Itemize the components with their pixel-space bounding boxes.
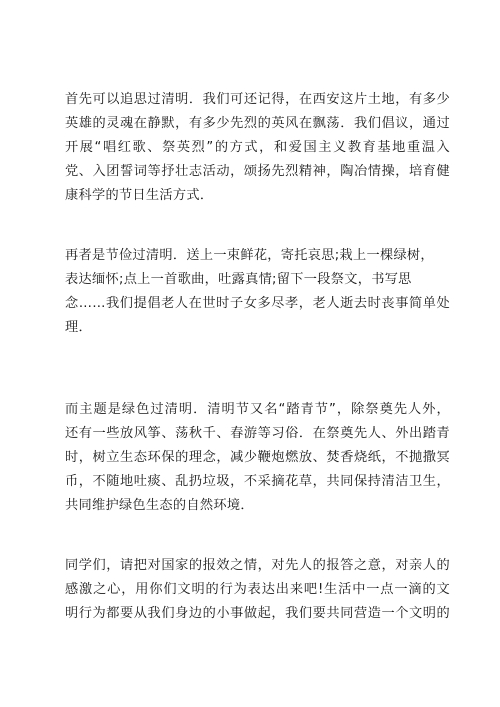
text-line: 而主题是绿色过清明．清明节又名“踏青节”，除祭奠先人外， bbox=[65, 402, 450, 417]
text-line: 康科学的节日生活方式． bbox=[65, 188, 214, 203]
paragraph-students bbox=[65, 554, 450, 626]
text-line: 理． bbox=[65, 320, 92, 335]
text-line: 英雄的灵魂在静默，有多少先烈的英风在飘荡．我们倡议，通过 bbox=[65, 116, 450, 131]
text-line: 还有一些放风筝、荡秋千、春游等习俗．在祭奠先人、外出踏青 bbox=[65, 426, 450, 441]
text-line: 共同维护绿色生态的自然环境． bbox=[65, 498, 254, 513]
text-line: 同学们，请把对国家的报效之情，对先人的报答之意，对亲人的 bbox=[65, 558, 450, 573]
paragraph-frugal bbox=[65, 244, 450, 340]
paragraph-mourning bbox=[65, 88, 450, 208]
text-line: 首先可以追思过清明．我们可还记得，在西安这片土地，有多少 bbox=[65, 92, 450, 107]
text-line: 再者是节俭过清明．送上一束鲜花，寄托哀思;栽上一棵绿树， bbox=[65, 248, 434, 263]
text-line: 明行为都要从我们身边的小事做起，我们要共同营造一个文明的 bbox=[65, 606, 450, 621]
paragraph-green bbox=[65, 398, 450, 518]
text-line: 表达缅怀;点上一首歌曲，吐露真情;留下一段祭文，书写思 bbox=[65, 272, 412, 287]
text-line: 开展“唱红歌、祭英烈”的方式，和爱国主义教育基地重温入 bbox=[65, 140, 450, 155]
text-line: 念……我们提倡老人在世时子女多尽孝，老人逝去时丧事简单处 bbox=[65, 296, 450, 311]
text-line: 感激之心，用你们文明的行为表达出来吧!生活中一点一滴的文 bbox=[65, 582, 450, 597]
text-line: 时，树立生态环保的理念，减少鞭炮燃放、焚香烧纸，不抛撒冥 bbox=[65, 450, 450, 465]
text-line: 币，不随地吐痰、乱扔垃圾，不采摘花草，共同保持清洁卫生， bbox=[65, 474, 450, 489]
text-line: 党、入团誓词等抒壮志活动，颂扬先烈精神，陶冶情操，培育健 bbox=[65, 164, 450, 179]
